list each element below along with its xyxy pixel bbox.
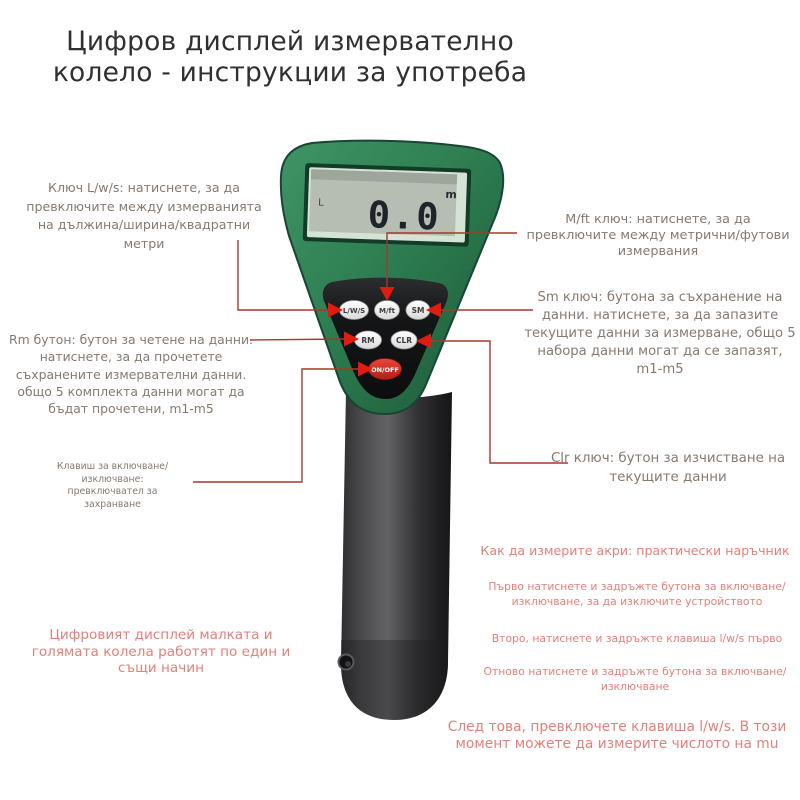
clr-button-label: CLR xyxy=(395,336,413,345)
mft-button-label: M/ft xyxy=(379,307,395,315)
guide-final-note: След това, превключете клавиша l/w/s. В този момент можете да измерите числото на mu xyxy=(447,719,787,752)
handle-bottom-shade xyxy=(341,640,448,720)
guide-step-3: Отново натиснете и задръжте бутона за включване/изключване xyxy=(483,665,787,693)
annotation-power-key: Клавиш за включване/изключване: превключвател за захранване xyxy=(56,461,169,510)
guide-step-1: Първо натиснете и задръжте бутона за включване/изключване, за да изключите устройството xyxy=(488,580,786,608)
annotation-sm-key: Sm ключ: бутона за съхранение на данни. натиснете, за да запазите текущите данни за измерване, общо 5 набора данни могат да се запазят, m1-m5 xyxy=(524,290,796,377)
sm-button-label: SM xyxy=(411,306,425,315)
lcd-unit: m xyxy=(445,187,458,202)
page-title-line2: колело - инструкции за употреба xyxy=(52,57,528,88)
guide-heading: Как да измерите акри: практически наръчник xyxy=(480,543,790,558)
onoff-button-label: ON/OFF xyxy=(371,366,399,374)
rm-leader-line xyxy=(250,339,347,340)
annotation-lws-key: Ключ L/w/s: натиснете, за да превключите между измерванията на дължина/ширина/квадратни метри xyxy=(26,180,262,251)
annotation-clr-key: Clr ключ: бутон за изчистване на текущите данни xyxy=(550,451,786,485)
device-handle xyxy=(339,390,453,720)
lws-button-label: L/W/S xyxy=(342,307,366,315)
rm-button-label: RM xyxy=(361,336,375,345)
guide-step-2: Второ, натиснете и задръжте клавиша l/w/s първо xyxy=(491,632,783,645)
lcd-value: 0.0 xyxy=(367,193,442,239)
annotation-rm-button: Rm бутон: бутон за четене на данни. натиснете, за да прочетете съхранените измервателни данни. общо 5 комплекта данни могат да бъдат прочетени, m1-m5 xyxy=(9,332,253,417)
lcd-mode: L xyxy=(317,197,324,209)
annotation-mft-key: M/ft ключ: натиснете, за да превключите между метрични/футови измервания xyxy=(526,212,790,259)
wheel-note: Цифровият дисплей малката и голямата колела работят по един и същи начин xyxy=(31,627,291,676)
handle-hole-inner xyxy=(345,661,351,667)
page-title-line1: Цифров дисплей измервателно xyxy=(66,26,514,57)
